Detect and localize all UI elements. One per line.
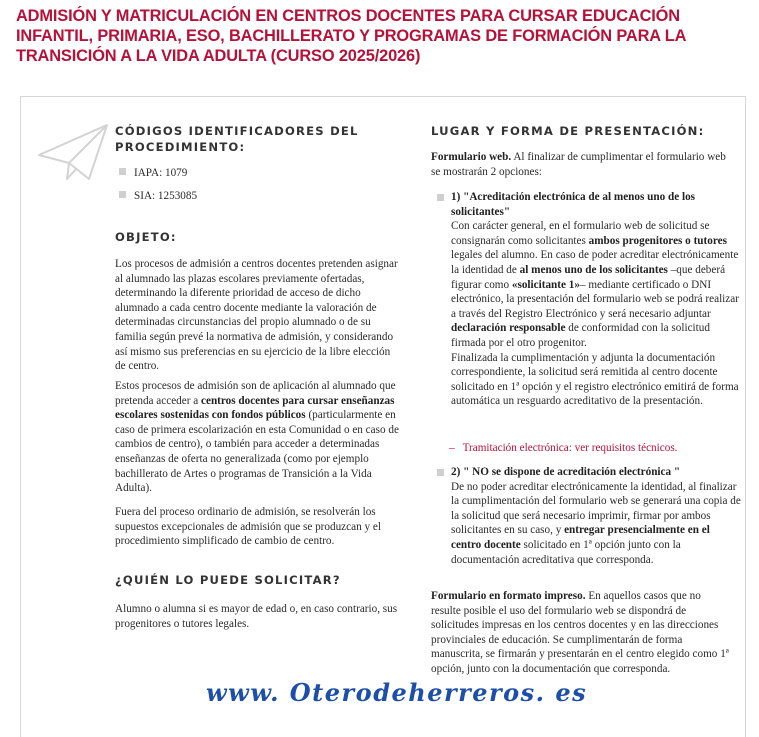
- option-1-paragraph-2: Finalizada la cumplimentación y adjunta la documentación correspondiente, la solicitud será remitida al centro docente solicitado en 1ª opción y el registro electrónico emitirá de forma automática un resguardo acreditativo de la presentación.: [451, 351, 739, 408]
- impreso-text: En aquellos casos que no resulte posible el uso del formulario web se dispondrá de solicitudes impresas en los centros docentes y en las direcciones provinciales de educación. Se cumplimentarán de forma manuscrita, se firmarán y presentarán en el centro elegido como 1ª opción, junto con la documentación que corresponda.: [431, 590, 729, 675]
- dash-icon: –: [449, 442, 455, 454]
- opt2-text: De no poder acreditar electrónicamente la identidad, al finalizar la cumplimentación del formulario web se generará una copia de la solicitud que será necesario imprimir, firmar por ambos solicitantes en su caso, y: [451, 480, 741, 537]
- objeto-paragraph-2: [115, 379, 401, 496]
- quien-paragraph: Alumno o alumna si es mayor de edad o, en caso contrario, sus progenitores o tutores legales.: [115, 603, 398, 630]
- web-form-label: Formulario web.: [431, 151, 512, 163]
- option-2-body: [451, 480, 741, 568]
- watermark: www. Oterodeherreros. es: [206, 678, 588, 707]
- opt1-bold: «solicitante 1»: [511, 278, 580, 291]
- objeto-heading: OBJETO:: [115, 230, 177, 244]
- objeto-p2-text-2: (particularmente en caso de primera escolarización en esta Comunidad o en caso de cambios de centro), o también para acceder a determinadas enseñanzas de oferta no generalizada (como por ejemplo bachillerato de Artes o programas de Transición a la Vida Adulta).: [115, 409, 399, 495]
- bullet-icon: [437, 194, 444, 201]
- option-1-body: [451, 219, 741, 350]
- bullet-icon: [437, 469, 444, 476]
- quien-heading: ¿QUIÉN LO PUEDE SOLICITAR?: [115, 573, 341, 587]
- tramitacion-link-row: [449, 441, 739, 456]
- codes-heading: CÓDIGOS IDENTIFICADORES DEL PROCEDIMIENTO:: [115, 124, 359, 154]
- paper-plane-icon: [37, 121, 109, 183]
- option-1: [451, 190, 741, 409]
- page-title: ADMISIÓN Y MATRICULACIÓN EN CENTROS DOCENTES PARA CURSAR EDUCACIÓN INFANTIL, PRIMARIA, ESO, BACHILLERATO Y PROGRAMAS DE FORMACIÓN PARA LA TRANSICIÓN A LA VIDA ADULTA (CURSO 2025/2026): [16, 7, 686, 65]
- objeto-paragraph-3: Fuera del proceso ordinario de admisión, se resolverán los supuestos excepcionales de admisión que se produzcan y el procedimiento simplificado de cambio de centro.: [115, 506, 381, 548]
- code-sia-text: SIA: 1253085: [134, 190, 198, 202]
- opt1-text: legales del alumno. En caso de poder acreditar electrónicamente la identidad de: [451, 249, 739, 276]
- bullet-icon: [119, 168, 126, 175]
- objeto-paragraph-1: Los procesos de admisión a centros docentes pretenden asignar al alumnado las plazas escolares previamente ofertadas, determinando la diferente prioridad de acceso de dicho alumnado a cada centro docente mediante la valoración de determinadas circunstancias del propio alumnado o de su familia según prevé la normativa de admisión, y considerando así mismo sus preferencias en su ejercicio de la libre elección de centro.: [115, 258, 398, 373]
- option-2-title-text: 2) " NO se dispone de acreditación electrónica ": [451, 466, 681, 478]
- objeto-p2-bold: centros docentes para cursar enseñanzas escolares sostenidas con fondos públicos: [115, 394, 395, 422]
- lugar-heading: LUGAR Y FORMA DE PRESENTACIÓN:: [431, 124, 705, 138]
- opt1-bold: declaración responsable: [451, 322, 566, 335]
- option-2: [451, 465, 741, 567]
- option-1-title: [451, 190, 741, 219]
- option-2-title: [451, 465, 741, 480]
- opt1-text: Con carácter general, en el formulario web de solicitud se consignarán como solicitantes: [451, 220, 710, 247]
- opt1-bold: al menos uno de los solicitantes: [519, 263, 668, 276]
- opt1-text: – mediante certificado o DNI electrónico, la presentación del formulario web se podrá realizar a través del Registro Electrónico y será necesario adjuntar: [451, 278, 739, 320]
- code-iapa-text: IAPA: 1079: [134, 167, 188, 179]
- code-sia: [119, 190, 197, 202]
- bullet-icon: [119, 191, 126, 198]
- option-1-title-text: 1) "Acreditación electrónica de al menos uno de los solicitantes": [451, 191, 696, 218]
- opt2-text: solicitado en 1ª opción junto con la documentación acreditativa que corresponda.: [451, 538, 681, 566]
- code-iapa: [119, 167, 187, 179]
- tramitacion-link[interactable]: Tramitación electrónica: ver requisitos técnicos.: [462, 442, 678, 454]
- impreso-paragraph: [431, 589, 731, 677]
- objeto-p2-text: Estos procesos de admisión son de aplicación al alumnado que pretenda acceder a: [115, 380, 396, 407]
- lugar-intro-text: Al finalizar de cumplimentar el formulario web se mostrarán 2 opciones:: [431, 151, 726, 178]
- opt2-bold: entregar presencialmente en el centro docente: [451, 524, 710, 551]
- opt1-text: –que deberá figurar como: [451, 263, 726, 291]
- lugar-intro: [431, 150, 731, 179]
- opt1-text: de conformidad con la solicitud firmada por el otro progenitor.: [451, 322, 710, 349]
- opt1-bold: ambos progenitores o tutores: [588, 234, 727, 247]
- printed-form-label: Formulario en formato impreso.: [431, 590, 586, 602]
- procedure-card: [20, 96, 746, 737]
